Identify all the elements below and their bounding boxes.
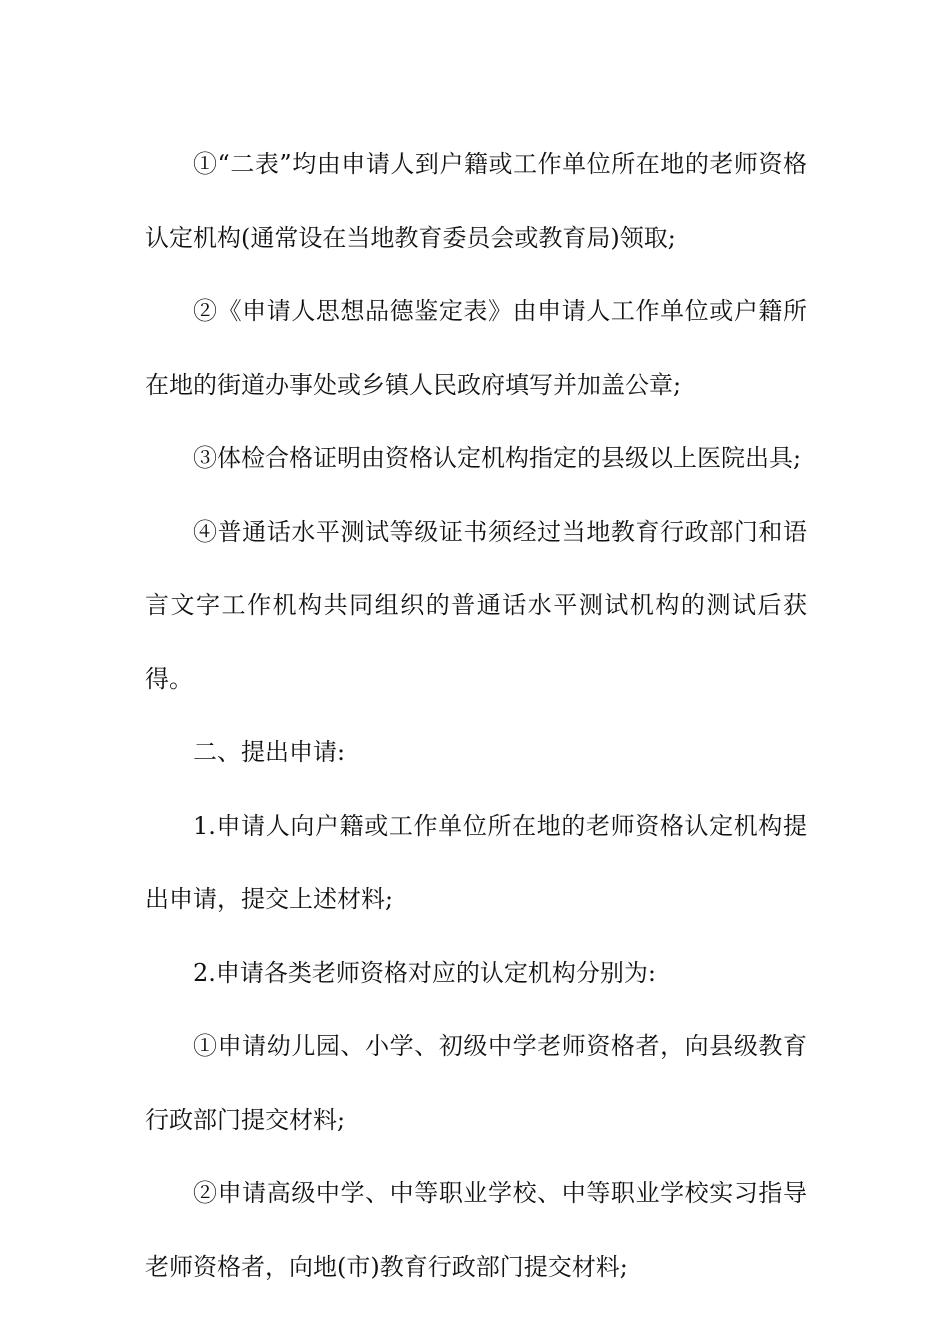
paragraph-moral-appraisal-form: ②《申请人思想品德鉴定表》由申请人工作单位或户籍所在地的街道办事处或乡镇人民政府填写并加盖公章; bbox=[145, 297, 807, 399]
paragraph-materials-source: ①“二表”均由申请人到户籍或工作单位所在地的老师资格认定机构(通常设在当地教育委员会或教育局)领取; bbox=[145, 150, 807, 252]
paragraph-health-certificate: ③体检合格证明由资格认定机构指定的县级以上医院出具; bbox=[193, 444, 802, 472]
paragraph-step-2: 2.申请各类老师资格对应的认定机构分别为: bbox=[193, 958, 656, 987]
document-body bbox=[145, 128, 807, 1304]
paragraph-primary-school-authority: ①申请幼儿园、小学、初级中学老师资格者，向县级教育行政部门提交材料; bbox=[145, 1032, 807, 1134]
paragraph-high-school-authority: ②申请高级中学、中等职业学校、中等职业学校实习指导老师资格者，向地(市)教育行政部门提交材料; bbox=[145, 1179, 807, 1281]
paragraph-step-1: 1.申请人向户籍或工作单位所在地的老师资格认定机构提出申请，提交上述材料; bbox=[145, 811, 807, 913]
section-heading-submit-application: 二、提出申请: bbox=[193, 738, 346, 766]
paragraph-mandarin-certificate: ④普通话水平测试等级证书须经过当地教育行政部门和语言文字工作机构共同组织的普通话水平测试机构的测试后获得。 bbox=[145, 517, 807, 693]
